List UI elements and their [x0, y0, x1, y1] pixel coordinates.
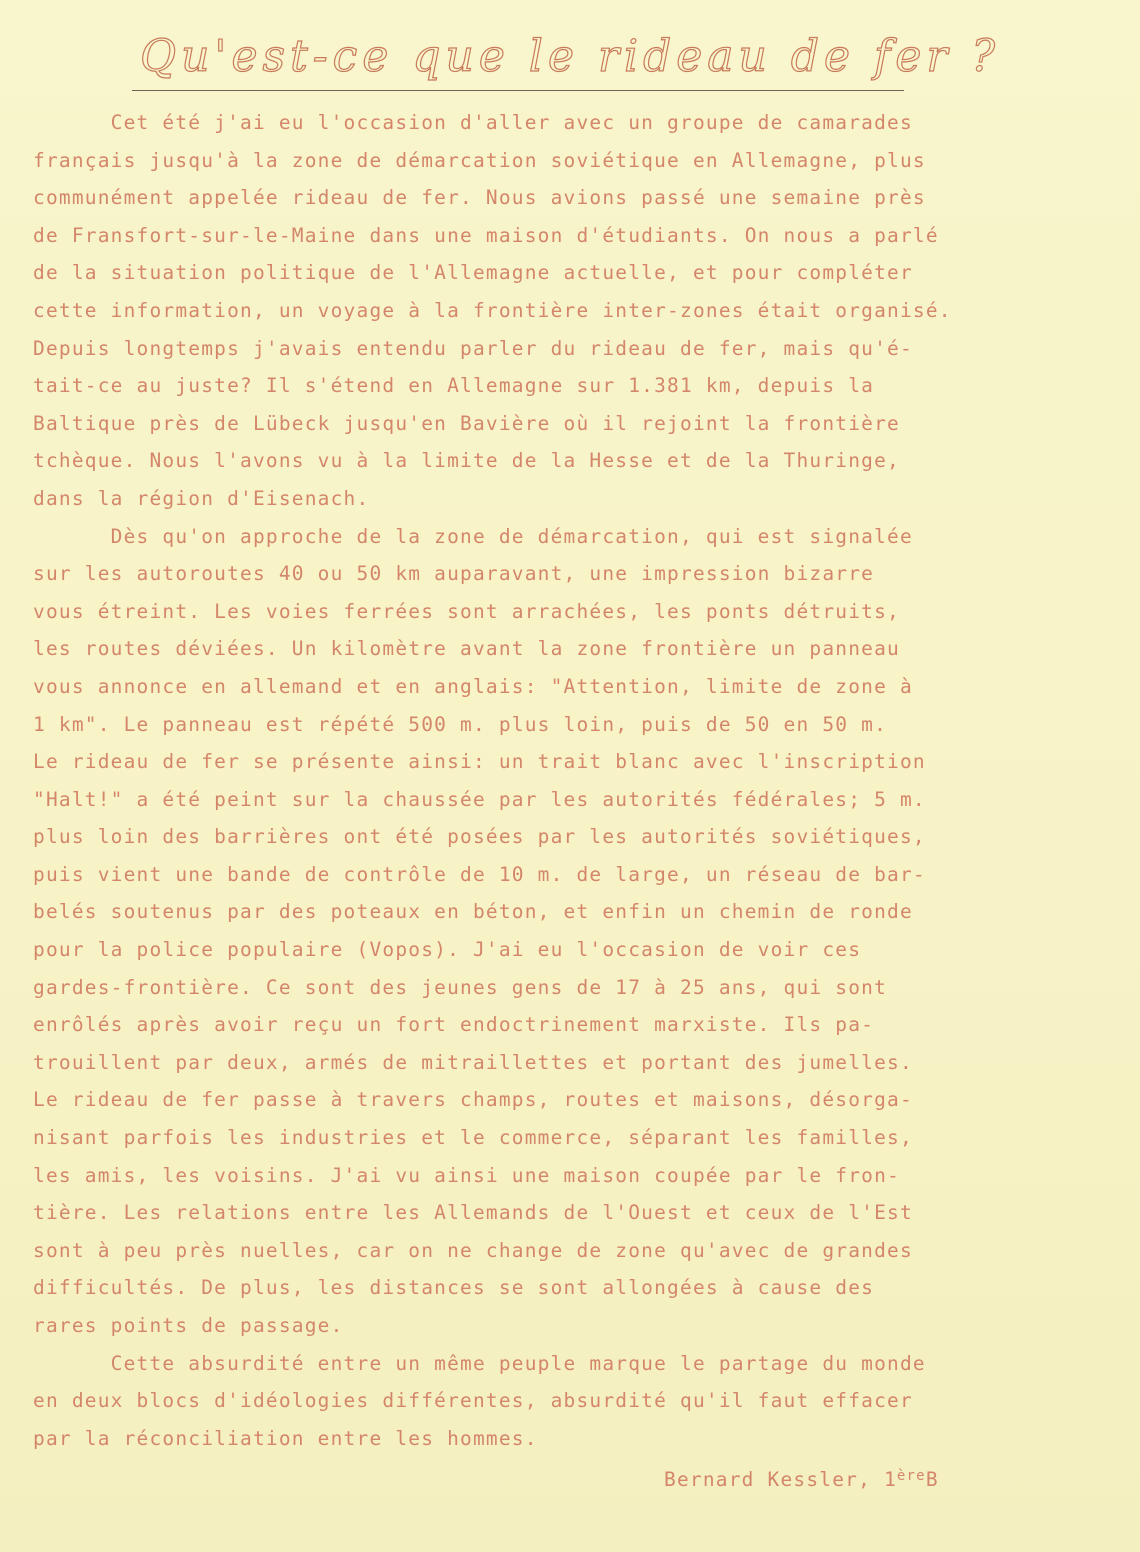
- text-line: dans la région d'Eisenach.: [33, 486, 370, 510]
- text-line: Baltique près de Lübeck jusqu'en Bavière où il rejoint la frontière: [33, 411, 900, 435]
- text-line: rares points de passage.: [33, 1314, 344, 1337]
- document-body: [33, 104, 1093, 1457]
- text-line: vous étreint. Les voies ferrées sont arrachées, les ponts détruits,: [33, 599, 900, 623]
- text-line: puis vient une bande de contrôle de 10 m. de large, un réseau de bar-: [33, 862, 926, 886]
- text-line: trouillent par deux, armés de mitraillettes et portant des jumelles.: [33, 1050, 913, 1074]
- text-line: nisant parfois les industries et le commerce, séparant les familles,: [33, 1126, 913, 1150]
- text-line: français jusqu'à la zone de démarcation soviétique en Allemagne, plus: [33, 148, 926, 172]
- text-line: cette information, un voyage à la frontière inter-zones était organisé.: [33, 298, 952, 322]
- text-line: belés soutenus par des poteaux en béton, et enfin un chemin de ronde: [33, 900, 913, 924]
- text-line: plus loin des barrières ont été posées par les autorités soviétiques,: [33, 825, 926, 849]
- text-line: gardes-frontière. Ce sont des jeunes gens de 17 à 25 ans, qui sont: [33, 975, 888, 999]
- document-title: Qu'est-ce que le rideau de fer ?: [140, 31, 1000, 82]
- text-line: en deux blocs d'idéologies différentes, absurdité qu'il faut effacer: [33, 1389, 913, 1413]
- signature-superscript: ère: [896, 1468, 926, 1484]
- text-line: Depuis longtemps j'avais entendu parler du rideau de fer, mais qu'é-: [33, 336, 913, 360]
- text-line: "Halt!" a été peint sur la chaussée par les autorités fédérales; 5 m.: [33, 787, 926, 811]
- paragraph-1: [33, 104, 1093, 518]
- text-line: de la situation politique de l'Allemagne actuelle, et pour compléter: [33, 261, 913, 285]
- text-line: sont à peu près nuelles, car on ne change de zone qu'avec de grandes: [33, 1238, 913, 1262]
- signature: [664, 1458, 939, 1499]
- text-line: communément appelée rideau de fer. Nous avions passé une semaine près: [33, 186, 926, 210]
- signature-name: Bernard Kessler, 1: [664, 1468, 897, 1491]
- text-line: vous annonce en allemand et en anglais: "Attention, limite de zone à: [33, 674, 913, 698]
- text-line: Le rideau de fer se présente ainsi: un trait blanc avec l'inscription: [33, 750, 926, 774]
- text-line: Dès qu'on approche de la zone de démarcation, qui est signalée: [33, 524, 913, 548]
- paragraph-3: [33, 1345, 1093, 1458]
- text-line: Le rideau de fer passe à travers champs, routes et maisons, désorga-: [33, 1088, 913, 1112]
- text-line: par la réconciliation entre les hommes.: [33, 1426, 538, 1450]
- text-line: pour la police populaire (Vopos). J'ai eu l'occasion de voir ces: [33, 938, 862, 962]
- paragraph-2: [33, 518, 1093, 1345]
- text-line: les routes déviées. Un kilomètre avant la zone frontière un panneau: [33, 637, 900, 661]
- text-line: difficultés. De plus, les distances se sont allongées à cause des: [33, 1276, 875, 1300]
- text-line: 1 km". Le panneau est répété 500 m. plus loin, puis de 50 en 50 m.: [33, 712, 888, 736]
- text-line: les amis, les voisins. J'ai vu ainsi une maison coupée par le fron-: [33, 1163, 900, 1187]
- text-line: tait-ce au juste? Il s'étend en Allemagne sur 1.381 km, depuis la: [33, 374, 875, 398]
- text-line: Cette absurdité entre un même peuple marque le partage du monde: [33, 1351, 926, 1375]
- text-line: tchèque. Nous l'avons vu à la limite de la Hesse et de la Thuringe,: [33, 449, 900, 473]
- text-line: tière. Les relations entre les Allemands de l'Ouest et ceux de l'Est: [33, 1201, 913, 1225]
- signature-class: B: [925, 1468, 939, 1491]
- title-underline: [132, 90, 904, 91]
- text-line: enrôlés après avoir reçu un fort endoctrinement marxiste. Ils pa-: [33, 1013, 875, 1037]
- text-line: de Fransfort-sur-le-Maine dans une maison d'étudiants. On nous a parlé: [33, 223, 939, 247]
- text-line: Cet été j'ai eu l'occasion d'aller avec un groupe de camarades: [33, 111, 913, 134]
- text-line: sur les autoroutes 40 ou 50 km auparavant, une impression bizarre: [33, 562, 875, 586]
